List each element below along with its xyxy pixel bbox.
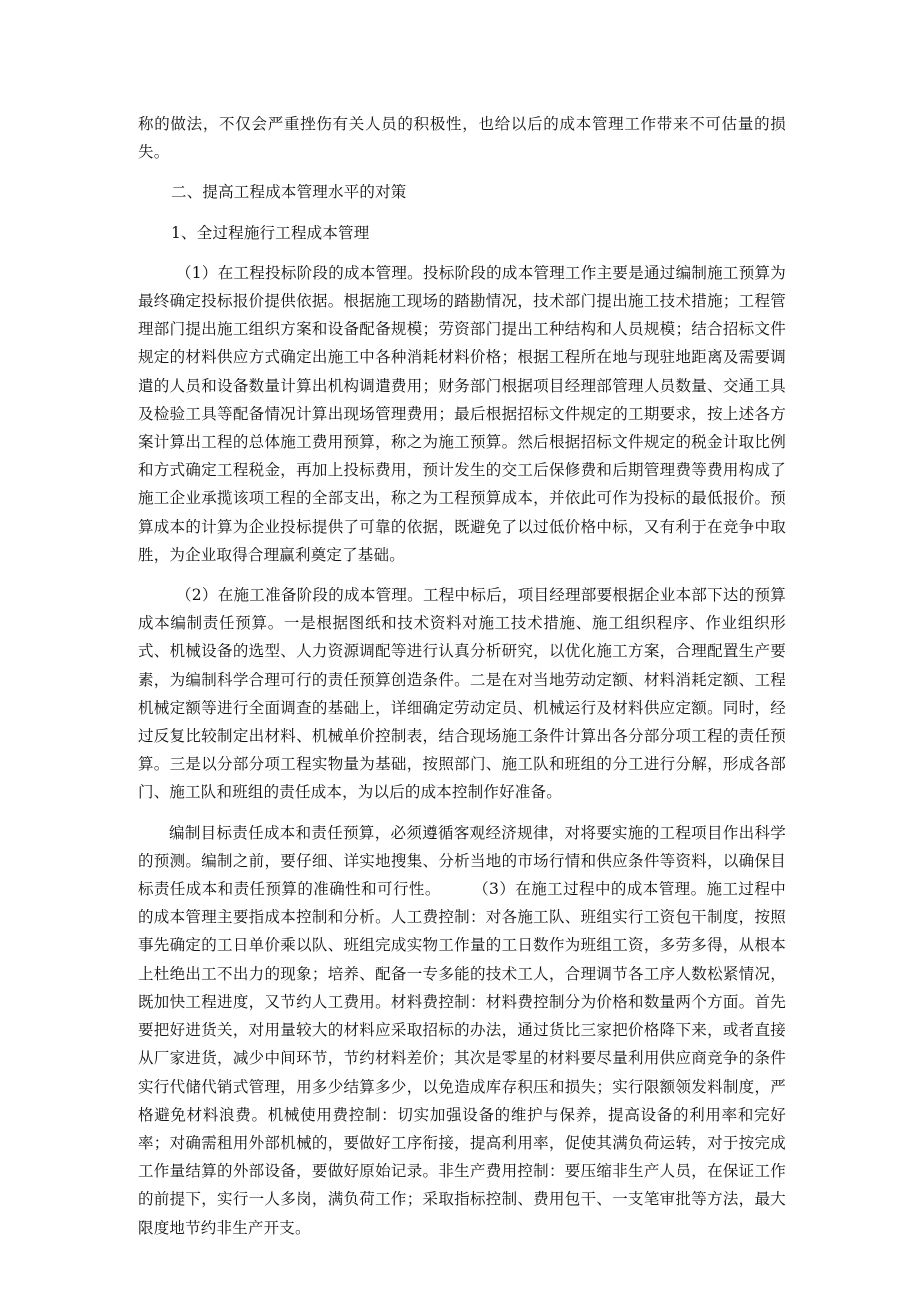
paragraph-continuation: 称的做法，不仅会严重挫伤有关人员的积极性，也给以后的成本管理工作带来不可估量的损失。 (138, 115, 786, 162)
paragraph-construction-stage: 编制目标责任成本和责任预算，必须遵循客观经济规律，对将要实施的工程项目作出科学的预测。编制之前，要仔细、详实地搜集、分析当地的市场行情和供应条件等资料，以确保目标责任成本和责任预算的准确性和可行性。 （3）在施工过程中的成本管理。施工过程中的成本管理主要指成本控制和分析。人工费控制：对各施工队、班组实行工资包干制度，按照事先确定的工日单价乘以队、班组完成实物工作量的工日数作为班组工资，多劳多得，从根本上杜绝出工不出力的现象；培养、配备一专多能的技术工人，合理调节各工序人数松紧情况，既加快工程进度，又节约人工费用。材料费控制：材料费控制分为价格和数量两个方面。首先要把好进货关，对用量较大的材料应采取招标的办法，通过货比三家把价格降下来，或者直接从厂家进货，减少中间环节，节约材料差价；其次是零星的材料要尽量利用供应商竞争的条件实行代储代销式管理，用多少结算多少，以免造成库存积压和损失；实行限额领发料制度，严格避免材料浪费。机械使用费控制：切实加强设备的维护与保养，提高设备的利用率和完好率；对确需租用外部机械的，要做好工序衔接，提高利用率，促使其满负荷运转，对于按完成工作量结算的外部设备，要做好原始记录。非生产费用控制：要压缩非生产人员，在保证工作的前提下，实行一人多岗，满负荷工作；采取指标控制、费用包干、一支笔审批等方法，最大限度地节约非生产开支。 (138, 823, 786, 1237)
section-heading: 二、提高工程成本管理水平的对策 (171, 183, 407, 202)
subsection-heading: 1、全过程施行工程成本管理 (171, 223, 370, 242)
document-body (138, 110, 786, 1242)
paragraph-preparation-stage: （2）在施工准备阶段的成本管理。工程中标后，项目经理部要根据企业本部下达的预算成本编制责任预算。一是根据图纸和技术资料对施工技术措施、施工组织程序、作业组织形式、机械设备的选型、人力资源调配等进行认真分析研究，以优化施工方案，合理配置生产要素，为编制科学合理可行的责任预算创造条件。二是在对当地劳动定额、材料消耗定额、工程机械定额等进行全面调查的基础上，详细确定劳动定员、机械运行及材料供应定额。同时，经过反复比较制定出材料、机械单价控制表，结合现场施工条件计算出各分部分项工程的责任预算。三是以分部分项工程实物量为基础，按照部门、施工队和班组的分工进行分解，形成各部门、施工队和班组的责任成本，为以后的成本控制作好准备。 (138, 586, 786, 802)
paragraph-bidding-stage: （1）在工程投标阶段的成本管理。投标阶段的成本管理工作主要是通过编制施工预算为最终确定投标报价提供依据。根据施工现场的踏勘情况，技术部门提出施工技术措施；工程管理部门提出施工组织方案和设备配备规模；劳资部门提出工种结构和人员规模；结合招标文件规定的材料供应方式确定出施工中各种消耗材料价格；根据工程所在地与现驻地距离及需要调遣的人员和设备数量计算出机构调遣费用；财务部门根据项目经理部管理人员数量、交通工具及检验工具等配备情况计算出现场管理费用；最后根据招标文件规定的工期要求，按上述各方案计算出工程的总体施工费用预算，称之为施工预算。然后根据招标文件规定的税金计取比例和方式确定工程税金，再加上投标费用，预计发生的交工后保修费和后期管理费等费用构成了施工企业承揽该项工程的全部支出，称之为工程预算成本，并依此可作为投标的最低报价。预算成本的计算为企业投标提供了可靠的依据，既避免了以过低价格中标，又有利于在竞争中取胜，为企业取得合理赢利奠定了基础。 (138, 263, 786, 564)
